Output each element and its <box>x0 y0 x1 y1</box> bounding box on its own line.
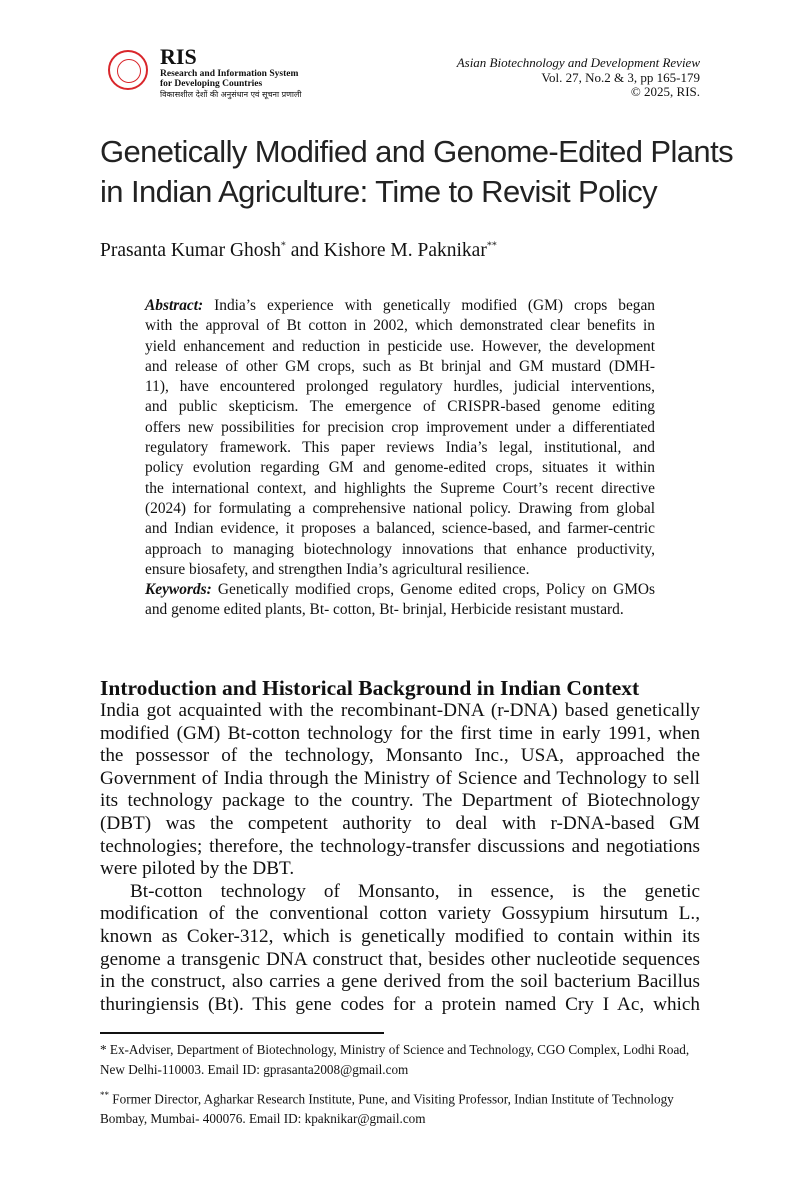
line-text: known as Coker-312, which is genetically modified to contain within its <box>100 925 700 947</box>
line-text: the international context, and highlights the Supreme Court’s recent directive <box>145 479 655 497</box>
body-line <box>100 858 700 881</box>
line-text: approach to managing biotechnology innovations that enhance productivity, <box>145 540 655 558</box>
body-line <box>100 881 700 904</box>
footnote-2 <box>100 1085 700 1129</box>
abstract-label: Abstract: <box>145 297 204 314</box>
keywords-line <box>145 580 655 600</box>
line-text: and genome edited plants, Bt- cotton, Bt- brinjal, Herbicide resistant mustard. <box>145 601 624 619</box>
logo-line2: for Developing Countries <box>160 79 263 89</box>
body-line <box>100 994 700 1017</box>
abstract-line <box>145 418 655 438</box>
footnote-mark: * <box>100 1042 107 1057</box>
journal-info <box>457 56 700 100</box>
abstract-line <box>145 519 655 539</box>
line-text: and public skepticism. The emergence of CRISPR-based genome editing <box>145 398 655 416</box>
abstract-line <box>145 357 655 377</box>
abstract-line <box>145 397 655 417</box>
line-text: modified (GM) Bt-cotton technology for the first time in early 1991, when <box>100 722 700 744</box>
ris-logo <box>108 46 338 102</box>
body-line <box>100 903 700 926</box>
journal-volume: Vol. 27, No.2 & 3, pp 165-179 <box>541 69 700 85</box>
logo-acronym: RIS <box>160 44 197 69</box>
line-text: genome a transgenic DNA construct that, besides other nucleotide sequences <box>100 948 700 970</box>
line-text: in the construct, also carries a gene derived from the soil bacterium Bacillus <box>100 971 700 993</box>
body-line <box>100 836 700 859</box>
line-text: thuringiensis (Bt). This gene codes for a protein named Cry I Ac, which <box>100 993 700 1015</box>
body-line <box>100 949 700 972</box>
abstract-line <box>145 296 655 316</box>
logo-line1: Research and Information System <box>160 69 299 79</box>
line-text: policy evolution regarding GM and genome-edited crops, situates it within <box>145 459 655 477</box>
body-line <box>100 768 700 791</box>
keywords-line <box>145 600 655 620</box>
footnotes <box>100 1040 700 1134</box>
abstract-line <box>145 438 655 458</box>
line-text: (DBT) was the competent authority to deal with r-DNA-based GM <box>100 812 700 834</box>
abstract-line <box>145 337 655 357</box>
line-text: ensure biosafety, and strengthen India’s agricultural resilience. <box>145 560 530 578</box>
line-text: Bt-cotton technology of Monsanto, in essence, is the genetic <box>130 880 700 902</box>
title-line: Genetically Modified and Genome-Edited Plants <box>100 134 733 169</box>
body-line <box>100 700 700 723</box>
footnote-mark: ** <box>100 1090 109 1100</box>
line-text: yield enhancement and reduction in pesticide use. However, the development <box>145 337 655 355</box>
line-text: regulatory framework. This paper reviews India’s legal, institutional, and <box>145 439 655 457</box>
abstract-line <box>145 377 655 397</box>
line-text: 11), have encountered prolonged regulatory hurdles, judicial interventions, <box>145 378 655 396</box>
authors <box>100 240 497 262</box>
section-heading: Introduction and Historical Background in Indian Context <box>100 676 640 700</box>
body-line <box>100 813 700 836</box>
author-separator: and <box>285 240 324 261</box>
abstract-line <box>145 560 655 580</box>
footnote-text: Former Director, Agharkar Research Institute, Pune, and Visiting Professor, Indian Institute of Technology Bombay, Mumbai- 400076. Email ID: kpaknikar@gmail.com <box>100 1091 674 1127</box>
journal-name: Asian Biotechnology and Development Review <box>456 55 700 70</box>
footnote-text: Ex-Adviser, Department of Biotechnology, Ministry of Science and Technology, CGO Complex, Lodhi Road, New Delhi-110003. Email ID: gprasanta2008@gmail.com <box>100 1042 690 1077</box>
logo-hindi: विकासशील देशों की अनुसंधान एवं सूचना प्रणाली <box>160 90 302 99</box>
footnote-divider <box>100 1032 384 1034</box>
body-line <box>100 926 700 949</box>
footnote-mark: * <box>280 240 286 252</box>
body-line <box>100 971 700 994</box>
body-text <box>100 700 700 1016</box>
footnote-mark: ** <box>486 240 497 252</box>
line-text: (2024) for formulating a comprehensive national policy. Drawing from global <box>145 499 655 517</box>
body-line <box>100 723 700 746</box>
line-text: the possessor of the technology, Monsanto Inc., USA, approached the <box>100 745 700 767</box>
abstract <box>145 296 655 621</box>
line-text: Genetically modified crops, Genome edited crops, Policy on GMOs <box>211 581 655 599</box>
abstract-line <box>145 499 655 519</box>
line-text: modification of the conventional cotton variety Gossypium hirsutum L., <box>100 903 700 925</box>
line-text: offers new possibilities for precision crop improvement under a differentiated <box>145 418 655 436</box>
line-text: India got acquainted with the recombinant-DNA (r-DNA) based genetically <box>100 700 700 721</box>
line-text: technologies; therefore, the technology-transfer discussions and negotiations <box>100 835 700 857</box>
line-text: were piloted by the DBT. <box>100 858 295 880</box>
abstract-line <box>145 479 655 499</box>
keywords-label: Keywords: <box>145 581 212 599</box>
line-text: and release of other GM crops, such as Bt brinjal and GM mustard (DMH- <box>145 357 655 375</box>
author-1: Prasanta Kumar Ghosh <box>100 240 281 261</box>
title-line: in Indian Agriculture: Time to Revisit Policy <box>100 174 658 209</box>
line-text: with the approval of Bt cotton in 2002, which demonstrated clear benefits in <box>145 317 655 335</box>
abstract-line <box>145 458 655 478</box>
footnote-1 <box>100 1040 700 1080</box>
abstract-line <box>145 540 655 560</box>
journal-copyright: © 2025, RIS. <box>630 84 700 99</box>
body-line <box>100 745 700 768</box>
body-line <box>100 790 700 813</box>
line-text: and Indian evidence, it proposes a balanced, science-based, and farmer-centric <box>145 520 655 538</box>
abstract-line <box>145 316 655 336</box>
ris-seal-icon <box>108 50 148 90</box>
line-text: its technology package to the country. The Department of Biotechnology <box>100 790 700 812</box>
author-2: Kishore M. Paknikar <box>323 240 487 261</box>
line-text: India’s experience with genetically modified (GM) crops began <box>203 297 655 314</box>
line-text: Government of India through the Ministry of Science and Technology to sell <box>100 767 700 789</box>
paper-title <box>100 132 760 212</box>
